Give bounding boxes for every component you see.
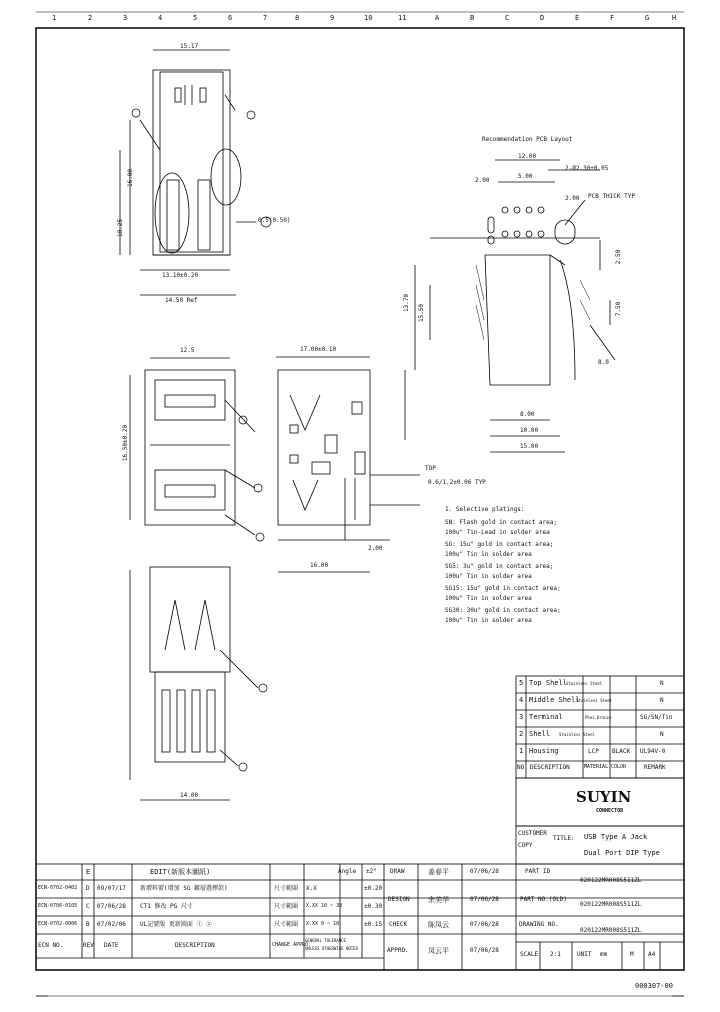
pcb-layout (415, 160, 615, 452)
scale-value: 2:1 (550, 951, 561, 958)
dim-label: 2-Ø2.30±0.05 (565, 165, 609, 172)
grid-label: 11 (398, 14, 407, 22)
sign-name: 余美华 (428, 896, 449, 904)
rev-header-rev: REV (83, 942, 94, 949)
rev-ecn: ECN-0706-0105 (38, 903, 78, 909)
bom-mat-sub: Stainless Steel (576, 698, 613, 703)
tol-angle-label: Angle (338, 868, 357, 875)
rev-ecn: ECN-0702-0402 (38, 885, 78, 891)
bottom-view (130, 567, 258, 800)
sign-date: 07/06/28 (470, 947, 499, 954)
rev-rev: D (86, 885, 90, 892)
sign-name: 陈凤云 (428, 921, 449, 929)
grid-label: H (672, 14, 677, 22)
rev-date: 07/06/28 (97, 903, 126, 910)
grid-label: 6 (228, 14, 233, 22)
note-line: 100u" Tin in solder area (445, 573, 532, 580)
company-sub: CONNECTOR (596, 808, 624, 814)
note-line: SN: Flash gold in contact area; (445, 519, 557, 526)
rev-header-ecn: ECN NO. (38, 942, 64, 949)
bom-mat-sub: Phos.Bronze (585, 715, 612, 720)
side-view (130, 358, 255, 535)
rev-date: 09/07/17 (97, 885, 126, 892)
dim-label: 8.00 (520, 411, 535, 418)
rev-top-row: EDIT(新版本圖紙) (150, 868, 211, 876)
grid-label: 8 (295, 14, 300, 22)
title-line2: Dual Port DIP Type (584, 849, 660, 857)
tol-angle-value: ±2° (366, 868, 377, 875)
copy-label: COPY (518, 842, 533, 849)
dim-label: 13.70 (403, 293, 411, 313)
rev-desc: 新增料號(增加 SG 鍍層選擇款) (140, 885, 228, 892)
dim-label: 7.50 (615, 301, 623, 317)
rev-header-desc: DESCRIPTION (175, 942, 215, 949)
grid-label: A (435, 14, 440, 22)
bom-no: 1 (519, 747, 524, 755)
note-line: 100u" Tin-Lead in solder area (445, 529, 550, 536)
part-id-value: 020122MR008S511ZL (580, 877, 642, 884)
note-line: 100u" Tin in solder area (445, 595, 532, 602)
bom-desc: Top Shell (529, 679, 567, 687)
bom-desc: Middle Shell (529, 696, 580, 704)
dim-label: 10.25 (117, 218, 125, 238)
note-line: SG30: 30u" gold in contact area; (445, 607, 561, 614)
note-line: 100u" Tin in solder area (445, 617, 532, 624)
tol-label: 尺寸範圍 (274, 885, 299, 892)
rev-ecn: ECN-0702-0006 (38, 921, 78, 927)
tol-range: X.XX 10 ~ 30 (306, 903, 343, 909)
tol-value: ±0.30 (364, 903, 383, 910)
drawing-number-footer: 000307-00 (635, 982, 673, 990)
notes-title: 1. Selective platings: (445, 506, 525, 513)
sign-label: APPRO. (387, 947, 409, 954)
note-line: 100u" Tin in solder area (445, 551, 532, 558)
bom-remark: N (660, 731, 664, 738)
bom-material: LCP (588, 748, 599, 755)
part-id-label: PART ID (525, 868, 551, 875)
sign-name: 凤云平 (428, 947, 449, 955)
dim-label: 2.00 (368, 545, 383, 552)
bom-no: 5 (519, 679, 524, 687)
grid-label: 1 (52, 14, 57, 22)
bom-no: 2 (519, 730, 524, 738)
callout-top-2 (247, 111, 255, 119)
dim-label: 2.50 (615, 249, 623, 265)
grid-label: G (645, 14, 650, 22)
grid-label: E (575, 14, 580, 22)
part-no-value: 020122MR008S511ZL (580, 901, 642, 908)
callout-top-1 (132, 109, 140, 117)
dim-label: 5.00 (518, 173, 533, 180)
dim-label: TOP (425, 465, 436, 472)
bom-remark: UL94V-0 (640, 748, 666, 755)
sign-label: DESIGN (388, 896, 410, 903)
drawing-no-label: DRAWING NO. (519, 921, 559, 928)
rev-header-date: DATE (104, 942, 119, 949)
dim-label: 17.00±0.10 (300, 346, 337, 353)
title-block-lines (36, 778, 684, 970)
dim-label: 15.50 (418, 303, 426, 323)
sign-label: CHECK (389, 921, 408, 928)
dim-label: 8.0 (598, 359, 609, 366)
dim-label: 14.00 (180, 792, 199, 799)
dim-label: 15.00 (520, 443, 539, 450)
tol-label: 尺寸範圍 (274, 903, 299, 910)
bom-desc: Housing (529, 747, 559, 755)
bom-header-material: MATERIAL (584, 764, 609, 770)
bom-mat-sub: Stainless Steel (566, 681, 603, 686)
grid-label: D (540, 14, 545, 22)
dim-label: 12.00 (518, 153, 537, 160)
rev-rev: B (86, 921, 90, 928)
grid-label: C (505, 14, 510, 22)
size-value: M (630, 951, 634, 958)
note-line: SG15: 15u" gold in contact area; (445, 585, 561, 592)
bom-remark: N (660, 680, 664, 687)
dim-label: 14.50 Ref (165, 297, 198, 304)
tol-unless: UNLESS OTHERWISE NOTED (305, 946, 358, 951)
tol-general: GENERAL TOLERANCE (305, 938, 346, 943)
grid-label: 4 (158, 14, 163, 22)
tol-approval: CHANGE APPRO. (272, 942, 312, 948)
sign-date: 07/06/28 (470, 921, 499, 928)
rev-desc: UL記號版 更新圖面 ① ② (140, 921, 213, 928)
callout-side-1 (239, 416, 247, 424)
sign-date: 07/06/28 (470, 868, 499, 875)
bom-remark: SG/SN/Tin (640, 714, 673, 721)
rev-rev: C (86, 903, 90, 910)
callout-bottom-2 (239, 763, 247, 771)
dim-label: 16.00 (310, 562, 329, 569)
dim-label: 12.5 (180, 347, 195, 354)
customer-label: CUSTOMER (518, 830, 547, 837)
part-no-label: PART NO.(OLD) (520, 896, 567, 903)
callout-bottom-1 (259, 684, 267, 692)
callout-side-2 (254, 484, 262, 492)
bom-header-desc: DESCRIPTION (530, 764, 570, 771)
company-logo: SUYIN (576, 788, 632, 806)
grid-label: 2 (88, 14, 93, 22)
dim-label: 2.00 (565, 195, 580, 202)
bom-table-lines (516, 676, 684, 778)
bom-desc: Shell (529, 730, 551, 738)
bom-header-remark: REMARK (644, 764, 666, 771)
grid-label: 10 (364, 14, 373, 22)
grid-label: F (610, 14, 615, 22)
callout-text: 0.5(0.50) (258, 217, 291, 224)
sheet-size: A4 (648, 951, 656, 958)
grid-label: 7 (263, 14, 268, 22)
bom-mat-sub: Stainless Steel (559, 732, 596, 737)
top-view (117, 50, 256, 295)
unit-label: UNIT (577, 951, 592, 958)
dim-label: 13.10±0.20 (162, 272, 199, 279)
dim-label: 0.6/1.2±0.06 TYP (428, 479, 486, 486)
note-line: SG5: 3u" gold in contact area; (445, 563, 554, 570)
grid-label: 9 (330, 14, 335, 22)
sign-name: 姜春平 (428, 868, 449, 876)
unit-value: mm (600, 951, 608, 958)
front-view (276, 357, 420, 572)
tol-range: X.X (306, 885, 317, 892)
grid-label: 5 (193, 14, 198, 22)
callout-side-3 (256, 533, 264, 541)
tol-value: ±0.20 (364, 885, 383, 892)
dim-label: 15.17 (180, 43, 199, 50)
bom-remark: N (660, 697, 664, 704)
grid-label: B (470, 14, 475, 22)
drawing-no-value: 020122MR008S511ZL (580, 927, 642, 934)
tol-label: 尺寸範圍 (274, 921, 299, 928)
bom-header-no: NO. (517, 764, 528, 771)
bom-no: 3 (519, 713, 524, 721)
bom-color: BLACK (612, 748, 631, 755)
sign-date: 07/06/28 (470, 896, 499, 903)
bom-header-color: COLOR (611, 764, 627, 770)
rev-header-e: E (86, 868, 91, 876)
bom-no: 4 (519, 696, 524, 704)
dim-label: PCB THICK TYP (588, 193, 635, 200)
tol-value: ±0.15 (364, 921, 383, 928)
pcb-title: Recommendation PCB Layout (482, 136, 573, 143)
dim-label: 2.00 (475, 177, 490, 184)
dim-label: 10.00 (520, 427, 539, 434)
title-label: TITLE: (553, 835, 575, 842)
bom-desc: Terminal (529, 713, 563, 721)
rev-date: 07/02/06 (97, 921, 126, 928)
sign-label: DRAW (390, 868, 405, 875)
grid-label: 3 (123, 14, 128, 22)
title-line1: USB Type A Jack (584, 833, 648, 841)
tol-range: X.XX 0 ~ 10 (306, 921, 340, 927)
scale-label: SCALE (520, 951, 539, 958)
dim-label: 16.50±0.20 (122, 424, 130, 462)
rev-desc: CT1 修改 PG 尺寸 (140, 903, 193, 910)
note-line: SG: 15u" gold in contact area; (445, 541, 554, 548)
dim-label: 16.00 (127, 168, 135, 188)
